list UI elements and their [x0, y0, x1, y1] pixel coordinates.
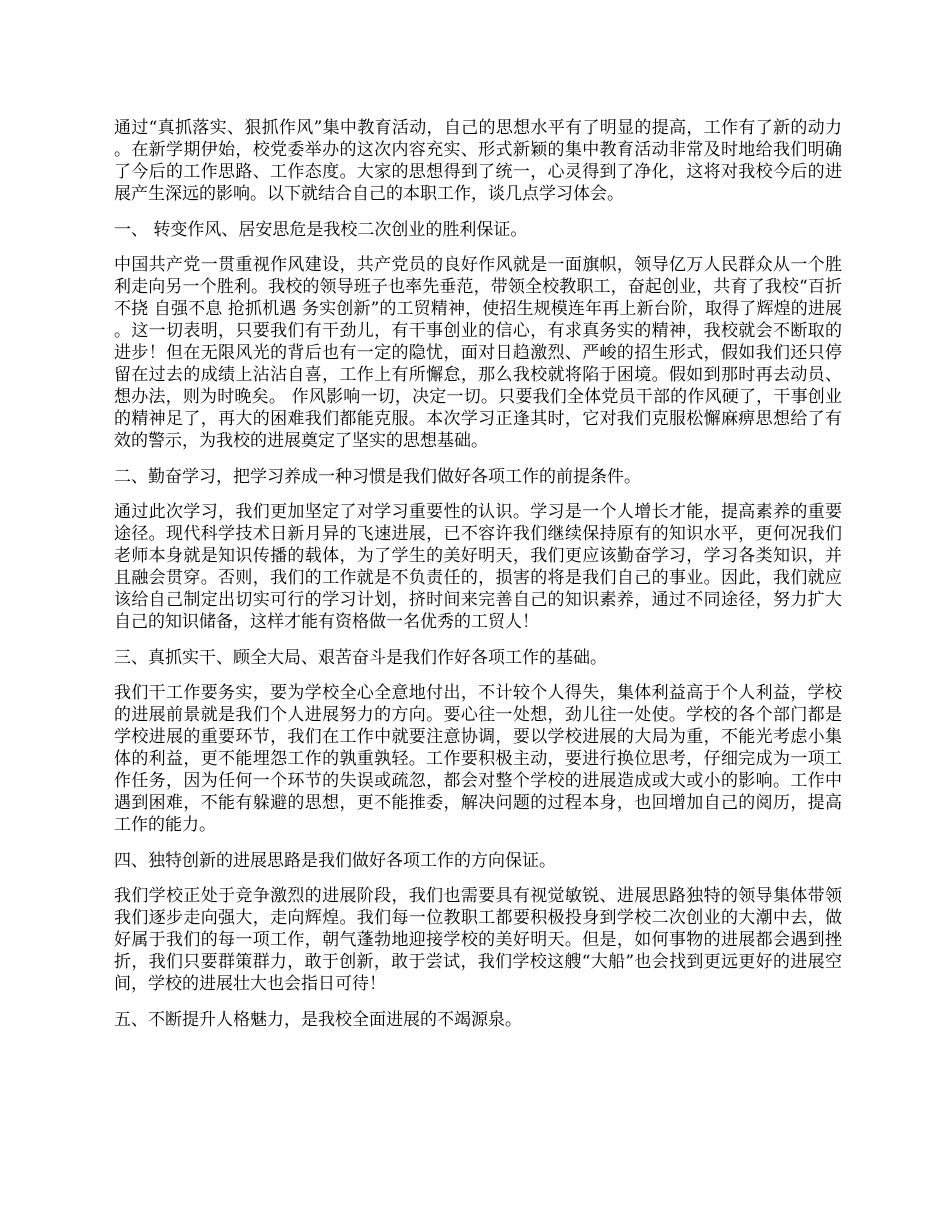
section-heading-3: 三、真抓实干、顾全大局、艰苦奋斗是我们作好各项工作的基础。 [114, 647, 607, 668]
section-heading-1: 一、 转变作风、居安思危是我校二次创业的胜利保证。 [114, 219, 528, 240]
intro-paragraph: 通过“真抓落实、狠抓作风”集中教育活动，自己的思想水平有了明显的提高，工作有了新的动力。在新学期伊始，校党委举办的这次内容充实、形式新颖的集中教育活动非常及时地给我们明确了今后的工作思路、工作态度。大家的思想得到了统一，心灵得到了净化，这将对我校今后的进展产生深远的影响。以下就结合自己的本职工作，谈几点学习体会。 [114, 118, 842, 204]
section-heading-2: 二、勤奋学习，把学习养成一种习惯是我们做好各项工作的前提条件。 [114, 466, 641, 487]
section-heading-5: 五、不断提升人格魅力，是我校全面进展的不竭源泉。 [114, 1009, 522, 1030]
section-body-1: 中国共产党一贯重视作风建设，共产党员的良好作风就是一面旗帜，领导亿万人民群众从一个胜利走向另一个胜利。我校的领导班子也率先垂范，带领全校教职工，奋起创业，共育了我校“百折不挠 自强不息 抢抓机遇 务实创新”的工贸精神，使招生规模连年再上新台阶，取得了辉煌的进展。这一切表明，只要我们有干劲儿，有干事创业的信心，有求真务实的精神，我校就会不断取的进步！但在无限风光的背后也有一定的隐忧，面对日趋激烈、严峻的招生形式，假如我们还只停留在过去的成绩上沾沾自喜，工作上有所懈怠，那么我校就将陷于困境。假如到那时再去动员、想办法，则为时晚矣。 作风影响一切，决定一切。只要我们全体党员干部的作风硬了，干事创业的精神足了，再大的困难我们都能克服。本次学习正逢其时，它对我们克服松懈麻痹思想给了有效的警示，为我校的进展奠定了坚实的思想基础。 [114, 255, 842, 451]
section-body-2: 通过此次学习，我们更加坚定了对学习重要性的认识。学习是一个人增长才能，提高素养的重要途径。现代科学技术日新月异的飞速进展，已不容许我们继续保持原有的知识水平，更何况我们老师本身就是知识传播的载体，为了学生的美好明天，我们更应该勤奋学习，学习各类知识，并且融会贯穿。否则，我们的工作就是不负责任的，损害的将是我们自己的事业。因此，我们就应该给自己制定出切实可行的学习计划，挤时间来完善自己的知识素养，通过不同途径，努力扩大自己的知识储备，这样才能有资格做一名优秀的工贸人！ [114, 502, 842, 632]
document-page [114, 117, 842, 1044]
section-body-3: 我们干工作要务实，要为学校全心全意地付出，不计较个人得失，集体利益高于个人利益，学校的进展前景就是我们个人进展努力的方向。要心往一处想，劲儿往一处使。学校的各个部门都是学校进展的重要环节，我们在工作中就要注意协调，要以学校进展的大局为重，不能光考虑小集体的利益，更不能埋怨工作的孰重孰轻。工作要积极主动，要进行换位思考，仔细完成为一项工作任务，因为任何一个环节的失误或疏忽，都会对整个学校的进展造成或大或小的影响。工作中遇到困难，不能有躲避的思想，更不能推委，解决问题的过程本身，也回增加自己的阅历，提高工作的能力。 [114, 683, 842, 835]
section-body-4: 我们学校正处于竞争激烈的进展阶段，我们也需要具有视觉敏锐、进展思路独特的领导集体带领我们逐步走向强大，走向辉煌。我们每一位教职工都要积极投身到学校二次创业的大潮中去，做好属于我们的每一项工作，朝气蓬勃地迎接学校的美好明天。但是，如何事物的进展都会遇到挫折，我们只要群策群力，敢于创新，敢于尝试，我们学校这艘“大船”也会找到更远更好的进展空间，学校的进展壮大也会指日可待！ [114, 886, 842, 994]
section-heading-4: 四、独特创新的进展思路是我们做好各项工作的方向保证。 [114, 850, 556, 871]
